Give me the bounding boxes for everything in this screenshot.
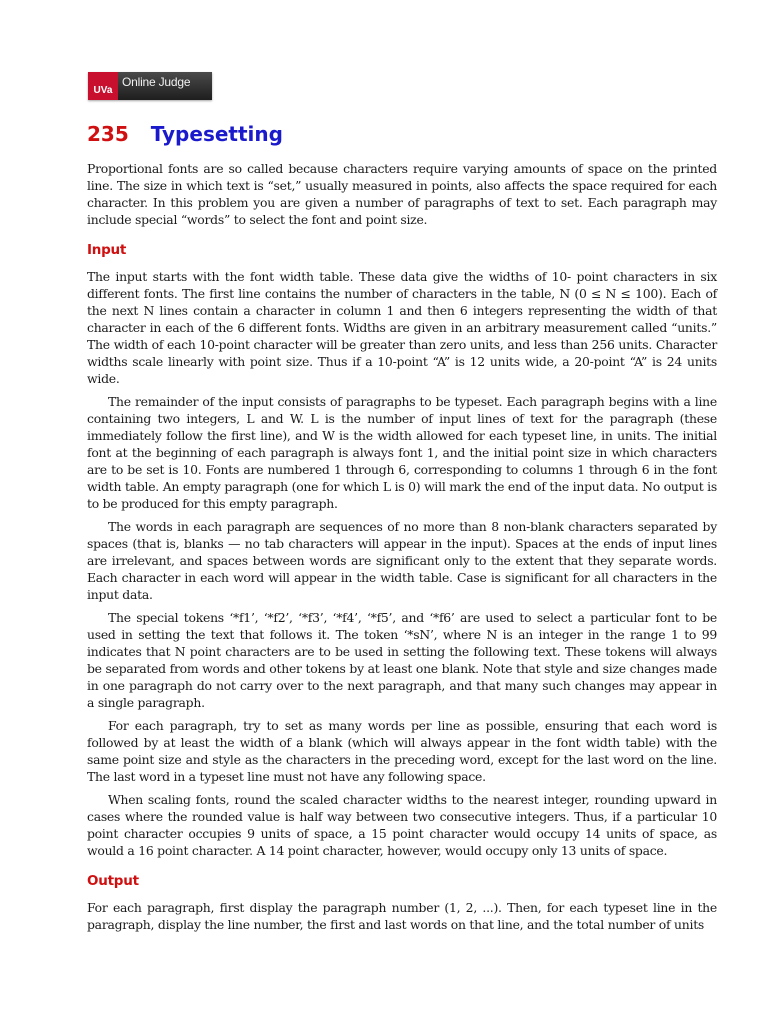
uva-online-judge-logo[interactable] [88, 72, 212, 100]
output-heading: Output [87, 873, 139, 889]
input-paragraph: For each paragraph, try to set as many words per line as possible, ensuring that each word is followed by at least the width of a blank (which will always appear in the font width table) with the same point size and style as the characters in the preceding word, except for the last word on the line. The last word in a typeset line must not have any following space. [87, 718, 717, 784]
input-heading: Input [87, 242, 127, 258]
problem-title [87, 122, 283, 146]
input-paragraph: The special tokens ‘*f1’, ‘*f2’, ‘*f3’, ‘*f4’, ‘*f5’, and ‘*f6’ are used to select a particular font to be used in setting the text that follows it. The token ‘*sN’, where N is an integer in the range 1 to 99 indicates that N point characters are to be used in setting the following text. These tokens will always be separated from words and other tokens by at least one blank. Note that style and size changes made in one paragraph do not carry over to the next paragraph, and that many such changes may appear in a single paragraph. [87, 610, 717, 710]
input-paragraph: The input starts with the font width table. These data give the widths of 10- point characters in six different fonts. The first line contains the number of characters in the table, N (0 ≤ N ≤ 100). Each of the next N lines contain a character in column 1 and then 6 integers representing the width of that character in each of the 6 different fonts. Widths are given in an arbitrary measurement called “units.” The width of each 10-point character will be greater than zero units, and less than 256 units. Character widths scale linearly with point size. Thus if a 10-point “A” is 12 units wide, a 20-point “A” is 24 units wide. [87, 269, 717, 386]
input-paragraph: When scaling fonts, round the scaled character widths to the nearest integer, rounding upward in cases where the rounded value is half way between two consecutive integers. Thus, if a particular 10 point character occupies 9 units of space, a 15 point character would occupy 14 units of space, as would a 16 point character. A 14 point character, however, would occupy only 13 units of space. [87, 792, 717, 858]
input-paragraph: The remainder of the input consists of paragraphs to be typeset. Each paragraph begins with a line containing two integers, L and W. L is the number of input lines of text for the paragraph (these immediately follow the first line), and W is the width allowed for each typeset line, in units. The initial font at the beginning of each paragraph is always font 1, and the initial point size in which characters are to be set is 10. Fonts are numbered 1 through 6, corresponding to columns 1 through 6 in the font width table. An empty paragraph (one for which L is 0) will mark the end of the input data. No output is to be produced for this empty paragraph. [87, 394, 717, 511]
output-paragraph: For each paragraph, first display the paragraph number (1, 2, ...). Then, for each typeset line in the paragraph, display the line number, the first and last words on that line, and the total number of units [87, 900, 717, 932]
problem-number: 235 [87, 122, 129, 146]
logo-name: Online Judge [118, 72, 212, 100]
intro-paragraph: Proportional fonts are so called because characters require varying amounts of space on the printed line. The size in which text is “set,” usually measured in points, also affects the space required for each character. In this problem you are given a number of paragraphs of text to set. Each paragraph may include special “words” to select the font and point size. [87, 161, 717, 227]
logo-badge: UVa [88, 72, 118, 100]
problem-name: Typesetting [150, 122, 283, 146]
input-paragraph: The words in each paragraph are sequences of no more than 8 non-blank characters separated by spaces (that is, blanks — no tab characters will appear in the input). Spaces at the ends of input lines are irrelevant, and spaces between words are significant only to the extent that they separate words. Each character in each word will appear in the width table. Case is significant for all characters in the input data. [87, 519, 717, 602]
problem-statement [87, 160, 717, 939]
